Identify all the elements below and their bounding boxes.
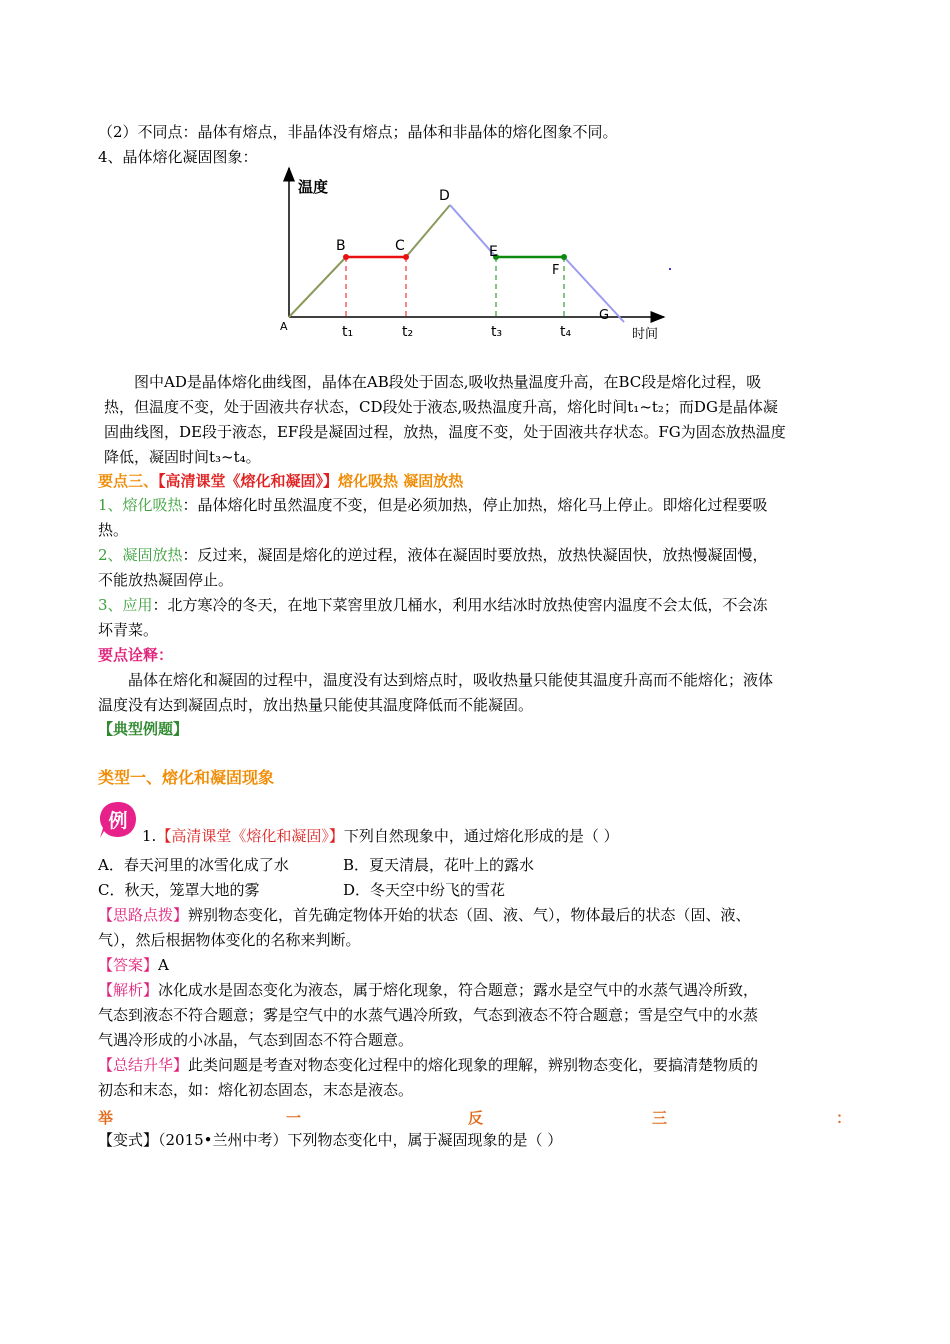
label-b: B [336, 238, 346, 254]
item-1-cont: 热。 [98, 521, 129, 539]
option-c: C．秋天，笼罩大地的雾 [98, 881, 260, 899]
desc-line-2: 热，但温度不变，处于固液共存状态，CD段处于液态,吸热温度升高，熔化时间t₁~t₂；而DG是晶体凝 [104, 398, 778, 416]
hint: 【思路点拨】辨别物态变化，首先确定物体开始的状态（固、液、气），物体最后的状态（固、液、 [98, 906, 751, 924]
section-3-heading: 要点三、【高清课堂《熔化和凝固》】熔化吸热 凝固放热 [98, 472, 464, 490]
type-1-heading: 类型一、熔化和凝固现象 [98, 768, 275, 787]
typical-examples-heading: 【典型例题】 [98, 720, 189, 738]
answer-label: 【答案】 [98, 956, 159, 974]
y-axis-label: 温度 [298, 178, 329, 196]
label-f: F [552, 263, 560, 278]
summary-cont: 初态和末态，如：熔化初态固态，末态是液态。 [98, 1081, 414, 1099]
desc-line-3: 固曲线图，DE段于液态，EF段是凝固过程，放热，温度不变，处于固液共存状态。FG为固态放热温度 [104, 423, 786, 441]
jyfs-char-3: 反 [468, 1109, 484, 1127]
option-d: D．冬天空中纷飞的雪花 [343, 881, 506, 899]
note-line-2: 温度没有达到凝固点时，放出热量只能使其温度降低而不能凝固。 [98, 696, 534, 714]
summary: 【总结升华】此类问题是考查对物态变化过程中的熔化现象的理解，辨别物态变化，要搞清楚物质的 [98, 1056, 759, 1074]
svg-text:例: 例 [108, 810, 128, 832]
hint-cont: 气），然后根据物体变化的名称来判断。 [98, 931, 361, 949]
analysis-cont-1: 气态到液态不符合题意；雾是空气中的水蒸气遇冷所致，气态到液态不符合题意；雪是空气中的水蒸 [98, 1006, 759, 1024]
item-3-cont: 坏青菜。 [98, 621, 159, 639]
hint-label: 【思路点拨】 [98, 906, 189, 924]
x-axis-label: 时间 [632, 327, 659, 342]
jyfs-char-5: ： [836, 1109, 852, 1127]
item-2: 2、凝固放热：反过来，凝固是熔化的逆过程，液体在凝固时要放热，放热快凝固快，放热慢凝固慢， [98, 546, 768, 564]
example-badge-icon [98, 800, 138, 840]
tick-t2: t₂ [402, 324, 414, 340]
jyfs-char-2: 一 [286, 1109, 302, 1127]
note-line-1: 晶体在熔化和凝固的过程中，温度没有达到熔点时，吸收热量只能使其温度升高而不能熔化；液体 [128, 671, 774, 689]
tick-t4: t₄ [560, 324, 572, 340]
tick-t1: t₁ [342, 324, 354, 340]
label-c: C [395, 238, 405, 254]
segment-cd [406, 205, 450, 257]
desc-line-1: 图中AD是晶体熔化曲线图，晶体在AB段处于固态,吸收热量温度升高，在BC段是熔化过程，吸 [134, 373, 762, 391]
point-f [561, 254, 567, 260]
label-d: D [439, 188, 450, 204]
jyfs-char-1: 举 [98, 1109, 114, 1127]
item-1: 1、熔化吸热：晶体熔化时虽然温度不变，但是必须加热，停止加热，熔化马上停止。即熔化过程要吸 [98, 496, 768, 514]
label-a: A [280, 320, 288, 333]
point-c [403, 254, 409, 260]
question-1: 1.【高清课堂《熔化和凝固》】下列自然现象中，通过熔化形成的是（ ） [142, 827, 619, 845]
jyfs-char-4: 三 [652, 1109, 668, 1127]
question-1-link[interactable]: 【高清课堂《熔化和凝固》】 [156, 827, 344, 845]
item-1-label[interactable]: 1、熔化吸热 [98, 496, 183, 514]
variant-question: 【变式】（2015•兰州中考）下列物态变化中，属于凝固现象的是（ ） [98, 1131, 563, 1149]
answer: 【答案】A [98, 956, 169, 974]
item-3: 3、应用：北方寒冷的冬天，在地下菜窖里放几桶水，利用水结冰时放热使窖内温度不会太低，不会冻 [98, 596, 768, 614]
option-a: A．春天河里的冰雪化成了水 [98, 856, 289, 874]
item-2-cont: 不能放热凝固停止。 [98, 571, 234, 589]
paragraph-difference: （2）不同点：晶体有熔点，非晶体没有熔点；晶体和非晶体的熔化图象不同。 [98, 123, 618, 141]
label-e: E [489, 244, 498, 260]
point-b [343, 254, 349, 260]
option-b: B．夏天清晨，花叶上的露水 [343, 856, 535, 874]
desc-line-4: 降低，凝固时间t₃~t₄。 [104, 448, 261, 466]
note-title: 要点诠释： [98, 646, 174, 664]
item-3-label[interactable]: 3、应用 [98, 596, 153, 614]
segment-fg [564, 257, 624, 322]
summary-label: 【总结升华】 [98, 1056, 189, 1074]
tick-t3: t₃ [491, 324, 503, 340]
section-3-link[interactable]: 【高清课堂《熔化和凝固》】 [158, 472, 339, 490]
analysis-cont-2: 气遇冷形成的小冰晶，气态到固态不符合题意。 [98, 1031, 414, 1049]
melting-solidification-graph [272, 160, 672, 350]
item-2-label[interactable]: 2、凝固放热 [98, 546, 183, 564]
paragraph-graph-heading: 4、晶体熔化凝固图象： [98, 148, 258, 166]
analysis-label: 【解析】 [98, 981, 159, 999]
analysis: 【解析】冰化成水是固态变化为液态，属于熔化现象，符合题意；露水是空气中的水蒸气遇冷所致， [98, 981, 759, 999]
label-g: G [599, 308, 610, 323]
segment-ab [289, 257, 346, 317]
